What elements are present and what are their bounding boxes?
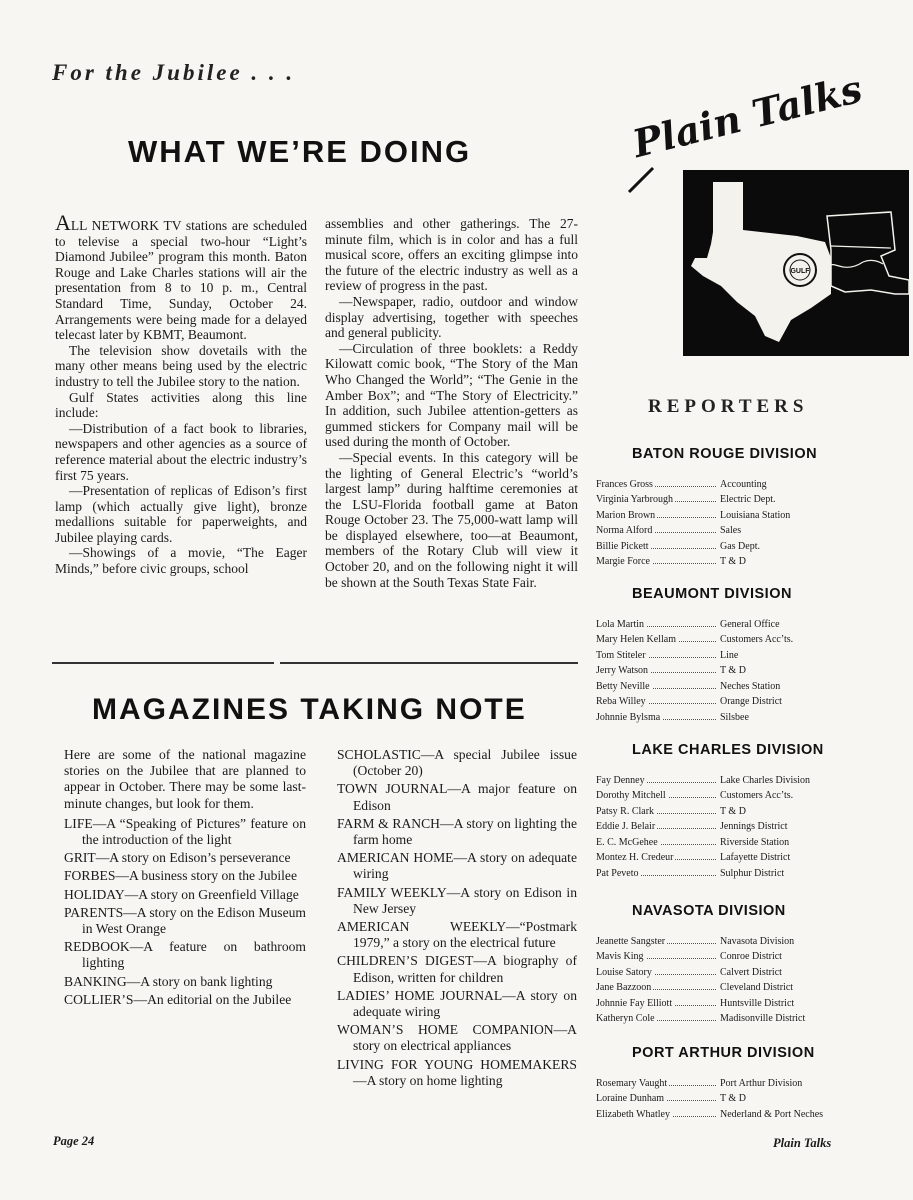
reporter-department: T & D <box>720 665 746 676</box>
publication-name: Plain Talks <box>773 1136 832 1150</box>
plain-talks-script: Plain Talks <box>628 80 867 167</box>
reporter-row <box>596 692 793 708</box>
reporter-row <box>596 1089 823 1105</box>
reporter-row <box>596 676 793 692</box>
reporter-name: Pat Peveto <box>596 867 639 879</box>
division-block <box>596 742 824 879</box>
reporter-name: E. C. McGehee <box>596 836 658 848</box>
reporter-name: Margie Force <box>596 556 650 567</box>
reporter-name: Johnnie Fay Elliott <box>596 997 673 1009</box>
magazine-item: LIVING FOR YOUNG HOMEMAKERS—A story on home lighting <box>337 1056 577 1088</box>
reporter-department: Lafayette District <box>720 852 791 863</box>
reporter-department: Navasota Division <box>720 935 795 947</box>
reporter-row <box>596 863 824 879</box>
reporter-name: Mavis King <box>596 951 644 962</box>
reporter-department: T & D <box>720 1093 746 1104</box>
magazine-item: TOWN JOURNAL—A major feature on Edison <box>337 781 577 813</box>
reporter-name: Virginia Yarbrough <box>596 494 673 505</box>
reporter-department: Conroe District <box>720 951 782 962</box>
reporter-department: T & D <box>720 556 746 567</box>
magazine-item: LIFE—A “Speaking of Pictures” feature on the introduction of the light <box>64 815 306 848</box>
reporter-name: Elizabeth Whatley <box>596 1108 670 1120</box>
reporter-row <box>596 947 805 963</box>
article-paragraph: —Showings of a movie, “The Eager Minds,” before civic groups, school <box>55 545 307 577</box>
reporter-name: Mary Helen Kellam <box>596 634 676 645</box>
reporter-name: Montez H. Credeur <box>596 852 674 863</box>
reporter-name: Johnnie Bylsma <box>596 711 661 723</box>
division-heading: BATON ROUGE DIVISION <box>632 446 818 462</box>
reporter-row <box>596 1073 823 1089</box>
reporter-row <box>596 614 793 630</box>
magazines-column-2 <box>337 747 577 1091</box>
reporter-department: Louisiana Station <box>720 509 791 521</box>
reporter-department: Port Arthur Division <box>720 1077 803 1089</box>
reporter-department: Lake Charles Division <box>720 774 810 786</box>
division-block <box>596 1045 823 1120</box>
magazine-item: HOLIDAY—A story on Greenfield Village <box>64 886 299 902</box>
reporter-name: Marion Brown <box>596 509 656 521</box>
reporter-row <box>596 786 824 802</box>
reporter-department: Cleveland District <box>720 982 794 993</box>
reporter-row <box>596 536 817 552</box>
reporter-row <box>596 770 824 786</box>
division-block <box>596 446 817 567</box>
division-heading: LAKE CHARLES DIVISION <box>632 742 824 758</box>
article-column-2 <box>325 216 578 590</box>
reporter-name: Jerry Watson <box>596 665 649 676</box>
reporter-row <box>596 505 817 521</box>
reporter-name: Norma Alford <box>596 525 653 536</box>
reporter-department: Huntsville District <box>720 997 795 1009</box>
reporter-row <box>596 931 805 947</box>
reporter-row <box>596 707 793 723</box>
reporter-department: Neches Station <box>720 680 781 692</box>
reporter-row <box>596 630 793 646</box>
reporter-row <box>596 474 817 490</box>
gulf-states-map-icon <box>595 80 911 356</box>
headline-magazines: MAGAZINES TAKING NOTE <box>92 693 527 726</box>
reporter-row <box>596 962 805 978</box>
reporter-name: Reba Willey <box>596 696 646 707</box>
division-heading: BEAUMONT DIVISION <box>632 586 792 602</box>
article-paragraph: The television show dovetails with the many other means being used by the electric industry to tell the Jubilee story to the nation. <box>55 342 307 389</box>
magazine-item: FARM & RANCH—A story on lighting the farm home <box>337 815 577 848</box>
reporter-department: Line <box>720 649 739 661</box>
reporter-row <box>596 978 805 994</box>
section-divider <box>52 662 274 664</box>
reporter-name: Billie Pickett <box>596 540 649 552</box>
article-column-1 <box>55 210 307 577</box>
reporter-name: Louise Satory <box>596 966 652 978</box>
reporter-row <box>596 1104 823 1120</box>
reporter-name: Fay Denney <box>596 774 645 786</box>
reporter-department: Electric Dept. <box>720 494 776 505</box>
article-paragraph: —Special events. In this category will be the lighting of General Electric’s “world’s largest lamp” during halftime ceremonies at the LSU-Florida football game at Baton Rouge October 23. The 75,000-watt lamp will be displayed elsewhere, too—at Beaumont, members of the Rotary Club will view it October 20, and on the following night it will be shown at the South Texas State Fair. <box>325 449 578 590</box>
reporter-row <box>596 645 793 661</box>
section-kicker: For the Jubilee . . . <box>52 60 296 85</box>
reporter-row <box>596 1009 805 1025</box>
article-paragraph: —Distribution of a fact book to libraries, newspapers and other agencies as a source of reference material about the electric industry’s first 75 years. <box>55 420 307 483</box>
reporter-row <box>596 848 824 864</box>
reporters-title: REPORTERS <box>648 396 809 417</box>
reporter-department: Riverside Station <box>720 836 790 848</box>
gulf-seal-label: GULF <box>790 268 810 275</box>
reporter-row <box>596 521 817 537</box>
article-paragraph: ALL NETWORK TV stations are scheduled to televise a special two-hour “Light’s Diamond Jubilee” program this month. Baton Rouge and Lake Charles stations will air the presentation from 8 to 10 p. m., Central Standard Time, Sunday, October 24. Arrangements were being made for a delayed telecast later by KBMT, Beaumont. <box>55 210 307 343</box>
reporter-name: Jane Bazzoon <box>596 982 652 993</box>
division-heading: PORT ARTHUR DIVISION <box>632 1045 815 1061</box>
reporter-name: Jeanette Sangster <box>596 935 666 947</box>
reporter-row <box>596 801 824 817</box>
section-divider <box>280 662 578 664</box>
article-paragraph: assemblies and other gatherings. The 27-minute film, which is in color and has a full musical score, offers an exciting glimpse into the future of the electric industry as well as a review of progress in the past. <box>325 216 578 294</box>
magazine-item: COLLIER’S—An editorial on the Jubilee <box>64 991 292 1007</box>
reporter-department: Silsbee <box>720 711 749 723</box>
reporter-department: Customers Acc’ts. <box>720 790 794 801</box>
reporter-name: Lola Martin <box>596 618 645 630</box>
reporter-name: Rosemary Vaught <box>596 1077 668 1089</box>
plain-talks-logo <box>595 80 911 356</box>
magazine-item: FORBES—A business story on the Jubilee <box>64 868 297 884</box>
page-number: Page 24 <box>53 1134 95 1148</box>
reporter-department: Orange District <box>720 696 782 707</box>
reporter-name: Dorothy Mitchell <box>596 790 666 801</box>
article-paragraph: —Circulation of three booklets: a Reddy Kilowatt comic book, “The Story of the Man Who Changed the World”; “The Genie in the Amber Box”; and “The Story of Electricity.” In addition, such Jubilee attention-getters as gummed stickers for Company mail will be used during the month of October. <box>325 340 578 450</box>
magazines-intro: Here are some of the national magazine stories on the Jubilee that are planned to appear in October. There may be some last-minute changes, but look for them. <box>64 747 306 811</box>
magazine-item: AMERICAN WEEKLY—“Postmark 1979,” a story on the electrical future <box>337 919 577 951</box>
magazines-column-1 <box>64 747 306 1010</box>
reporter-name: Katheryn Cole <box>596 1013 655 1024</box>
reporter-department: Sulphur District <box>720 867 785 879</box>
magazine-item: BANKING—A story on bank lighting <box>64 973 273 989</box>
reporter-row <box>596 490 817 506</box>
magazine-item: GRIT—A story on Edison’s perseverance <box>64 850 291 866</box>
article-paragraph: —Presentation of replicas of Edison’s first lamp (which actually give light), bronze medallions suitable for paperweights, and Jubilee playing cards. <box>55 483 307 545</box>
headline-what-were-doing: WHAT WE’RE DOING <box>128 134 472 169</box>
reporter-name: Eddie J. Belair <box>596 821 656 832</box>
article-paragraph: Gulf States activities along this line include: <box>55 389 307 421</box>
magazine-item: SCHOLASTIC—A special Jubilee issue (October 20) <box>337 747 577 779</box>
reporter-department: General Office <box>720 618 780 630</box>
article-paragraph: —Newspaper, radio, outdoor and window display advertising, together with speeches and general publicity. <box>325 293 578 341</box>
reporter-row <box>596 993 805 1009</box>
magazine-item: CHILDREN’S DIGEST—A biography of Edison, written for children <box>337 953 577 985</box>
reporter-name: Frances Gross <box>596 478 653 490</box>
division-heading: NAVASOTA DIVISION <box>632 903 786 919</box>
division-block <box>596 586 793 723</box>
reporter-department: Madisonville District <box>720 1013 806 1024</box>
reporter-row <box>596 832 824 848</box>
reporter-department: Jennings District <box>720 821 788 832</box>
magazine-item: LADIES’ HOME JOURNAL—A story on adequate wiring <box>337 987 577 1020</box>
reporter-name: Tom Stiteler <box>596 649 646 661</box>
reporter-row <box>596 552 817 568</box>
magazine-item: WOMAN’S HOME COMPANION—A story on electrical appliances <box>337 1022 577 1054</box>
reporter-department: T & D <box>720 805 746 817</box>
reporter-name: Patsy R. Clark <box>596 805 655 817</box>
drop-cap: A <box>55 210 71 235</box>
reporter-department: Accounting <box>720 478 767 490</box>
division-block <box>596 903 805 1024</box>
reporter-name: Betty Neville <box>596 680 650 692</box>
reporter-row <box>596 661 793 677</box>
reporter-name: Loraine Dunham <box>596 1093 665 1104</box>
reporter-department: Calvert District <box>720 966 782 978</box>
magazine-item: PARENTS—A story on the Edison Museum in West Orange <box>64 904 306 937</box>
reporter-department: Nederland & Port Neches <box>720 1108 824 1120</box>
reporter-department: Customers Acc’ts. <box>720 634 794 645</box>
magazine-item: REDBOOK—A feature on bathroom lighting <box>64 939 306 971</box>
reporter-department: Sales <box>720 525 742 536</box>
magazine-item: FAMILY WEEKLY—A story on Edison in New Jersey <box>337 884 577 916</box>
magazine-item: AMERICAN HOME—A story on adequate wiring <box>337 850 577 882</box>
reporter-row <box>596 817 824 833</box>
reporter-department: Gas Dept. <box>720 540 760 552</box>
